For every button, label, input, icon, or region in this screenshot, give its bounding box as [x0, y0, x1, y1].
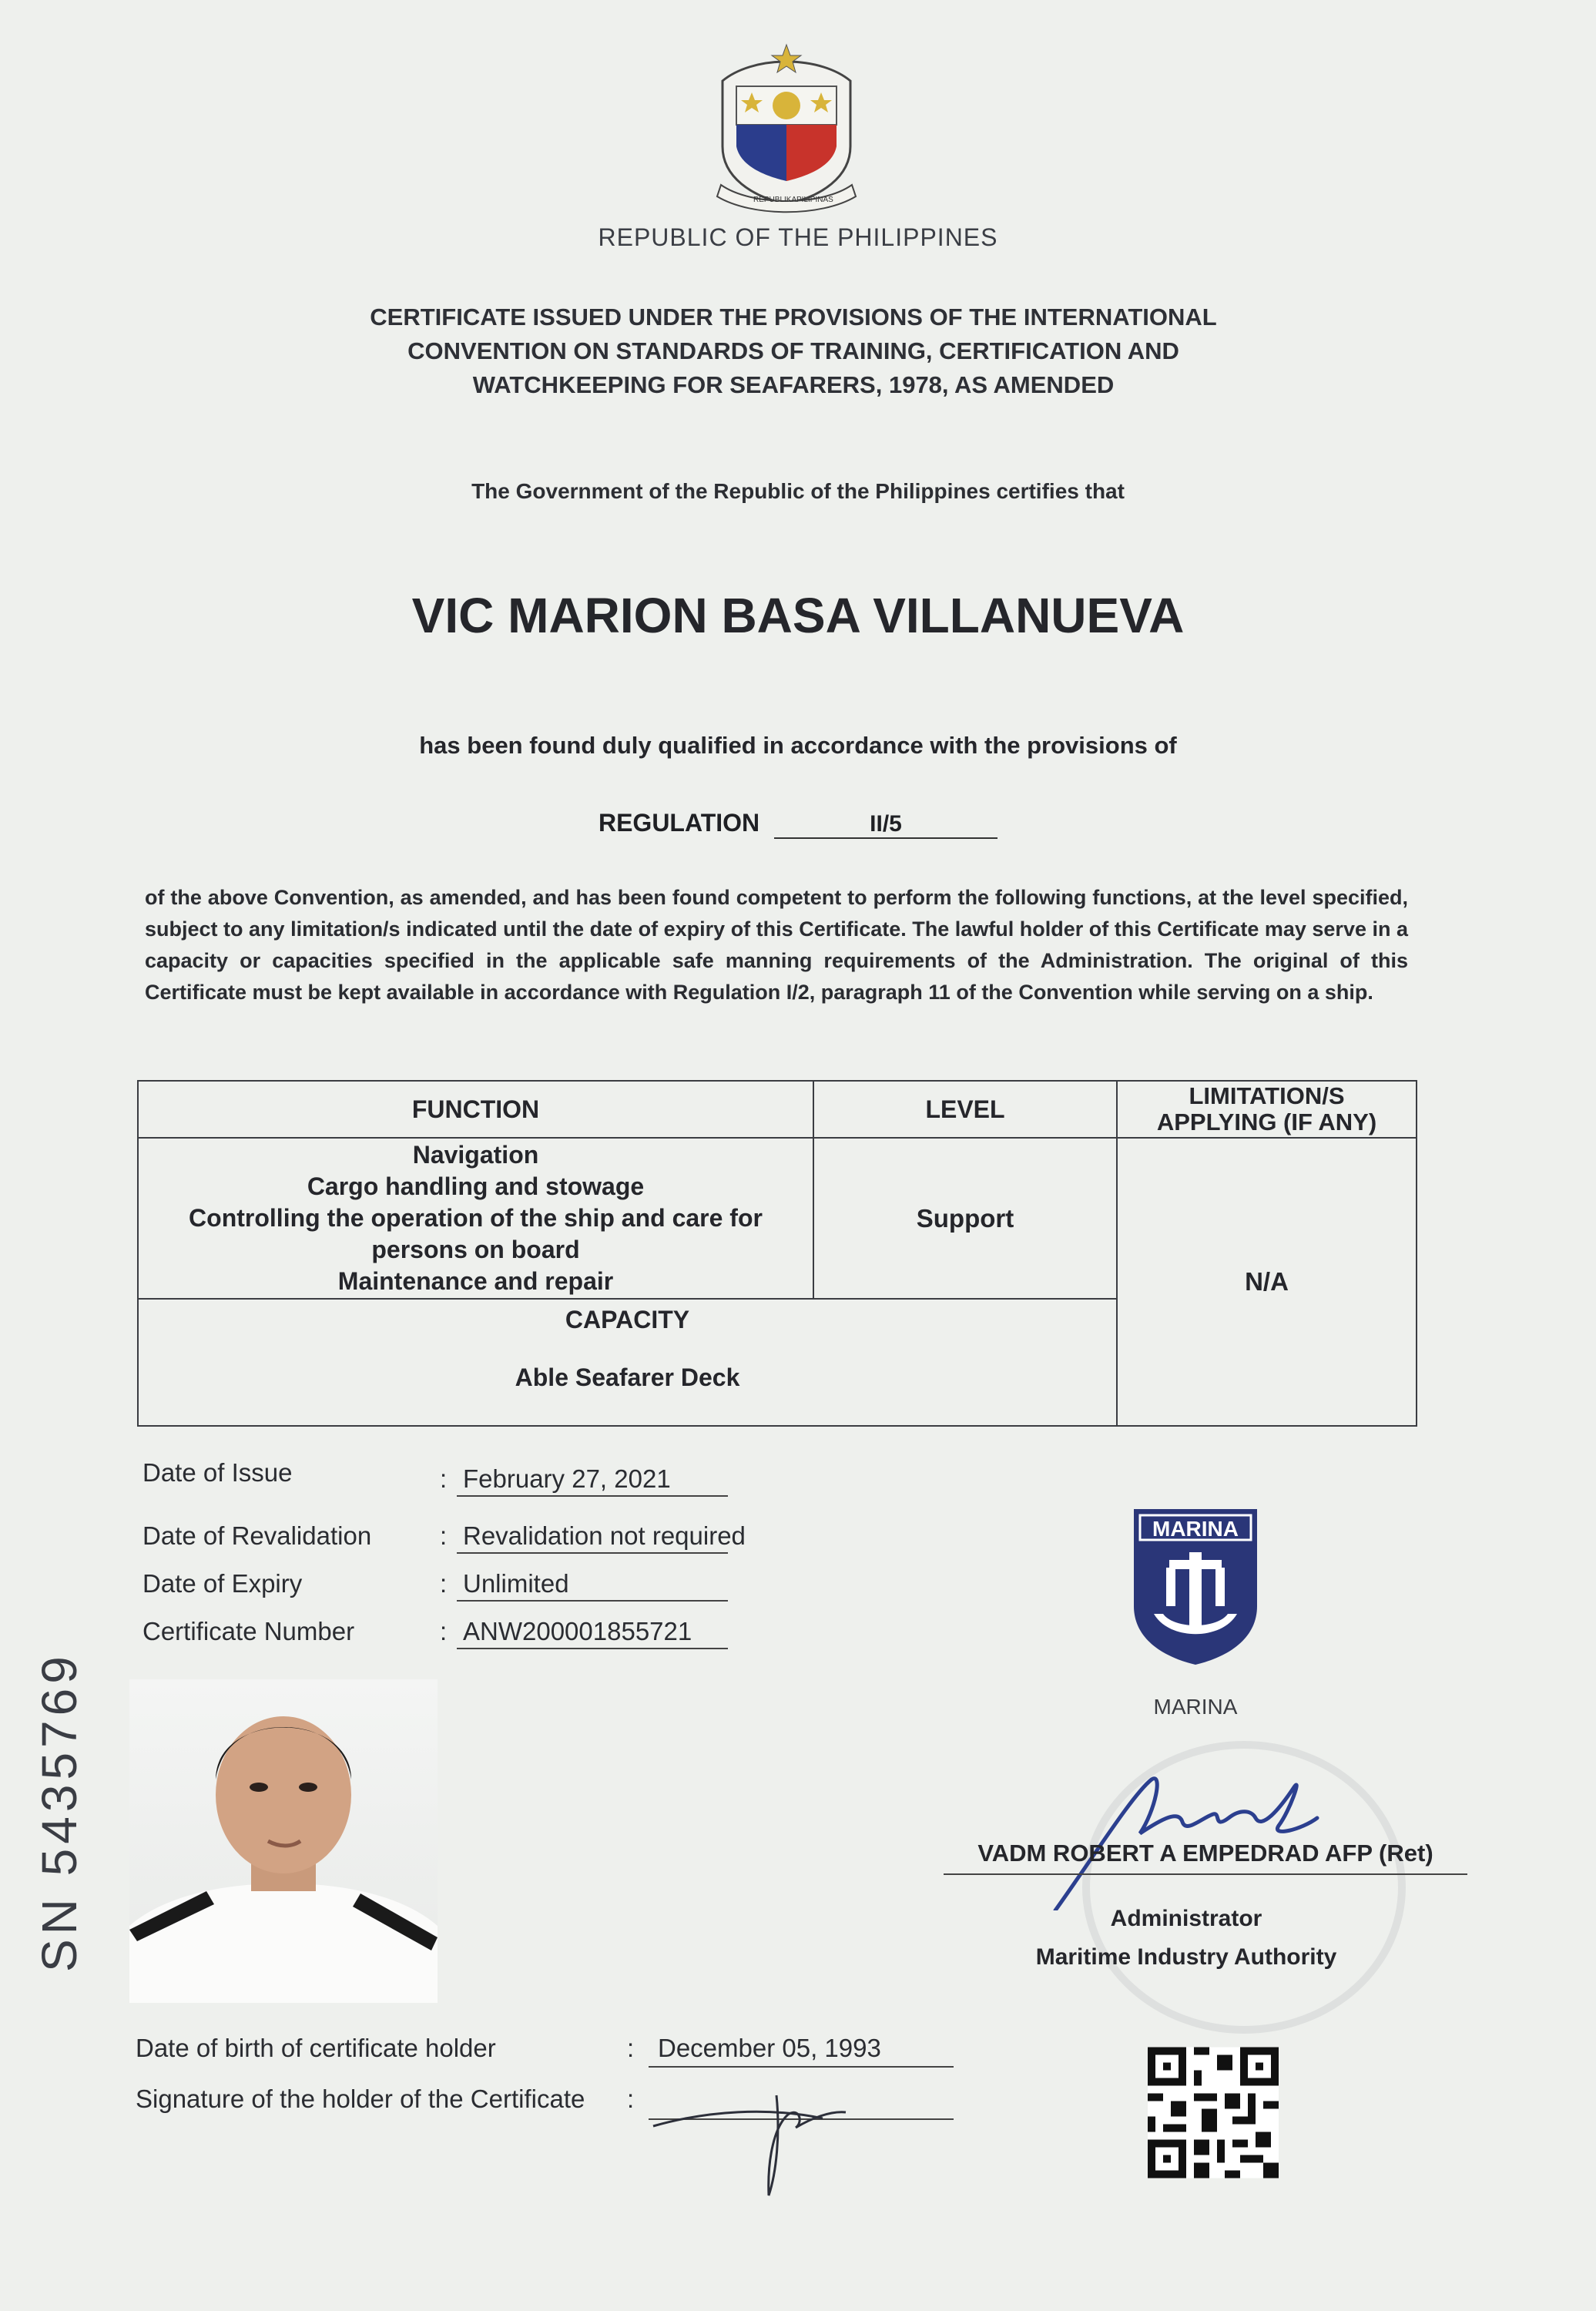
- info-row-number: [142, 1617, 728, 1663]
- convention-line: WATCHKEEPING FOR SEAFARERS, 1978, AS AMENDED: [472, 371, 1115, 398]
- administrator-signature-mark: [1048, 1764, 1325, 1910]
- qualified-statement: has been found duly qualified in accordance with the provisions of: [419, 732, 1177, 759]
- dob-label: Date of birth of certificate holder: [136, 2034, 496, 2062]
- holder-signature-label: Signature of the holder of the Certificate: [136, 2085, 585, 2113]
- seal-ribbon-left-text: REPUBLIKA: [753, 196, 797, 204]
- convention-line: CERTIFICATE ISSUED UNDER THE PROVISIONS OF THE INTERNATIONAL: [370, 304, 1217, 330]
- info-row-issue: [142, 1458, 728, 1504]
- holder-signature-colon: :: [627, 2085, 635, 2113]
- country-heading: REPUBLIC OF THE PHILIPPINES: [598, 223, 998, 251]
- function-header: FUNCTION: [138, 1081, 813, 1138]
- limitations-header-line: LIMITATION/S: [1189, 1082, 1345, 1109]
- info-value: February 27, 2021: [457, 1464, 728, 1497]
- serial-number: SN 5435769: [32, 1652, 87, 1972]
- limitations-header-line: APPLYING (IF ANY): [1156, 1109, 1377, 1135]
- holder-signature-mark: [645, 2064, 877, 2203]
- function-item: Maintenance and repair: [337, 1267, 614, 1295]
- marina-logo: [1131, 1506, 1260, 1668]
- info-row-revalidation: [142, 1521, 746, 1568]
- level-value: Support: [813, 1138, 1117, 1299]
- functions-cell: [138, 1138, 813, 1299]
- info-row-expiry: [142, 1569, 728, 1615]
- function-item: Cargo handling and stowage: [307, 1172, 645, 1200]
- regulation-label: REGULATION: [598, 809, 760, 837]
- marina-caption: MARINA: [1153, 1695, 1238, 1719]
- capacity-cell: [138, 1299, 1117, 1426]
- info-value: Revalidation not required: [457, 1521, 728, 1554]
- info-label: Date of Revalidation: [142, 1521, 372, 1550]
- dob-value: December 05, 1993: [649, 2034, 954, 2068]
- holder-photo: [129, 1679, 438, 2003]
- certifies-statement: The Government of the Republic of the Philippines certifies that: [471, 479, 1125, 503]
- regulation: [0, 809, 1596, 839]
- signatory-name: VADM ROBERT A EMPEDRAD AFP (Ret): [944, 1840, 1467, 1875]
- regulation-value: II/5: [774, 811, 998, 839]
- level-header: LEVEL: [813, 1081, 1117, 1138]
- holder-name: VIC MARION BASA VILLANUEVA: [411, 588, 1185, 643]
- info-label: Certificate Number: [142, 1617, 355, 1645]
- info-label: Date of Issue: [142, 1458, 293, 1487]
- info-value: Unlimited: [457, 1569, 728, 1602]
- function-item: Navigation: [412, 1141, 539, 1169]
- info-label: Date of Expiry: [142, 1569, 303, 1598]
- functions-table: [137, 1080, 1417, 1427]
- info-colon: :: [440, 1464, 448, 1493]
- function-item: Controlling the operation of the ship and care for: [189, 1204, 763, 1232]
- function-item: persons on board: [371, 1236, 580, 1263]
- info-colon: :: [440, 1617, 448, 1645]
- signatory-title: Administrator: [1110, 1906, 1262, 1931]
- convention-line: CONVENTION ON STANDARDS OF TRAINING, CERTIFICATION AND: [407, 337, 1179, 364]
- capacity-value: Able Seafarer Deck: [515, 1363, 740, 1391]
- limitations-header: [1117, 1081, 1417, 1138]
- qr-code: [1148, 2045, 1279, 2180]
- capacity-label: CAPACITY: [565, 1306, 690, 1333]
- seal-ribbon-right-text: PILIPINAS: [796, 196, 833, 204]
- info-colon: :: [440, 1569, 448, 1598]
- marina-logo-text: MARINA: [1152, 1517, 1239, 1541]
- info-value: ANW200001855721: [457, 1617, 728, 1649]
- convention-heading: [231, 300, 1356, 402]
- philippine-coat-of-arms-seal: [706, 39, 867, 216]
- limitations-value: N/A: [1117, 1138, 1417, 1426]
- competence-paragraph: of the above Convention, as amended, and has been found competent to perform the following functions, at the level specified, subject to any limitation/s indicated until the date of expiry of this Certificate. The lawful holder of this Certificate may serve in a capacity or capacities specified in the applicable safe manning requirements of the Administration. The original of this Certificate must be kept available in accordance with Regulation I/2, paragraph 11 of the Convention while serving on a ship.: [145, 886, 1408, 1004]
- dob-colon: :: [627, 2034, 635, 2062]
- info-colon: :: [440, 1521, 448, 1550]
- signatory-agency: Maritime Industry Authority: [1035, 1944, 1337, 1970]
